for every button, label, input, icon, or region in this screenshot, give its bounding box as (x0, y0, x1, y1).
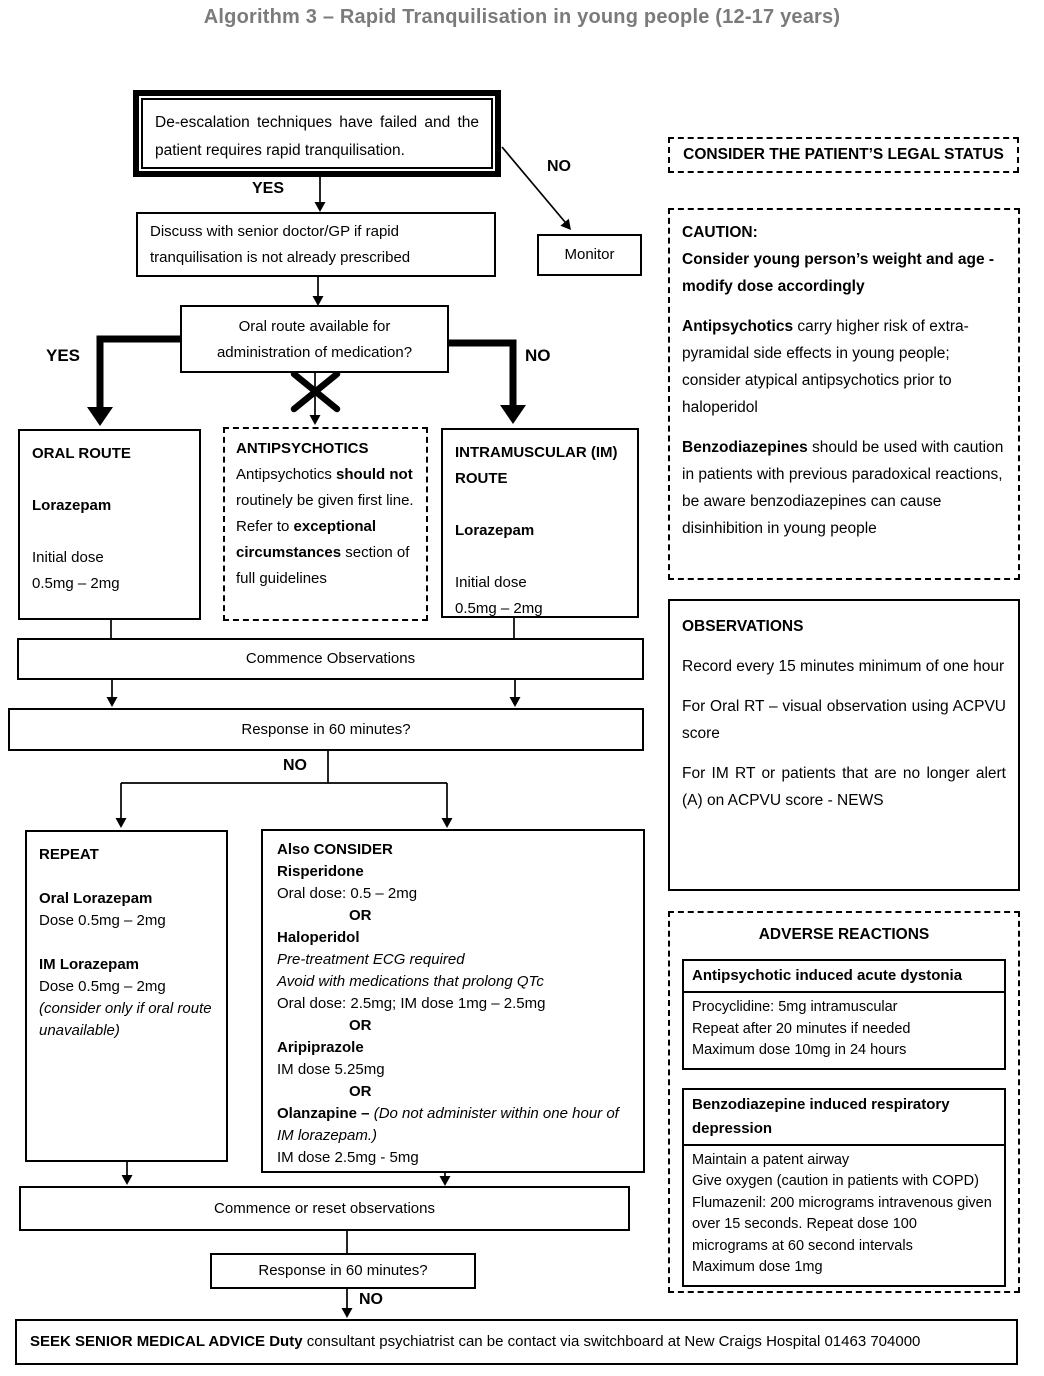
node-decision-oral-route: Oral route available for administration of medication? (180, 305, 449, 373)
node-deescalation-failed: De-escalation techniques have failed and the patient requires rapid tranquilisation. (133, 90, 501, 177)
panel-caution: CAUTION: Consider young person’s weight and age - modify dose accordingly Antipsychotics carry higher risk of extra-pyramidal side effects in young people; consider atypical antipsychotics prior to haloperidol Benzodiazepines should be used with caution in patients with previous paradoxical reactions, be aware benzodiazepines can cause disinhibition in young people (668, 208, 1020, 580)
node-commence-observations: Commence Observations (17, 638, 644, 680)
panel-legal-status: CONSIDER THE PATIENT’S LEGAL STATUS (668, 137, 1019, 173)
node-monitor: Monitor (537, 234, 642, 276)
adverse-box-dystonia-header: Antipsychotic induced acute dystonia (684, 961, 1004, 993)
adverse-box-respiratory-header: Benzodiazepine induced respiratory depression (684, 1090, 1004, 1146)
node-oral-route: ORAL ROUTE Lorazepam Initial dose 0.5mg – 2mg (18, 429, 201, 620)
page-title: Algorithm 3 – Rapid Tranquilisation in young people (12-17 years) (203, 6, 841, 28)
label-no-response2: NO (359, 1291, 383, 1308)
node-antipsychotics-warning: ANTIPSYCHOTICS Antipsychotics should not routinely be given first line. Refer to exceptional circumstances section of full guidelines (223, 427, 428, 621)
label-yes-top: YES (252, 180, 285, 197)
adverse-box-respiratory-body: Maintain a patent airway Give oxygen (caution in patients with COPD) Flumazenil: 200 micrograms intravenous given over 15 seconds. Repeat dose 100 micrograms at 60 second intervals Maximum dose 1mg (692, 1151, 992, 1275)
panel-adverse-reactions (668, 911, 1020, 1293)
node-discuss-senior-doctor: Discuss with senior doctor/GP if rapid tranquilisation is not already prescribed (136, 212, 496, 277)
node-response-60-minutes-1: Response in 60 minutes? (8, 708, 644, 751)
node-im-route: INTRAMUSCULAR (IM) ROUTE Lorazepam Initial dose 0.5mg – 2mg (441, 428, 639, 618)
panel-observations: OBSERVATIONS Record every 15 minutes minimum of one hour For Oral RT – visual observation using ACPVU score For IM RT or patients that are no longer alert (A) on ACPVU score - NEWS (668, 599, 1020, 891)
label-no-decision: NO (525, 346, 551, 365)
label-yes-decision: YES (46, 346, 81, 365)
node-response-60-minutes-2: Response in 60 minutes? (210, 1253, 476, 1289)
label-no-top: NO (547, 158, 571, 175)
thick-arrowheads (87, 405, 526, 426)
adverse-box-dystonia (682, 959, 1006, 1070)
adverse-box-dystonia-body: Procyclidine: 5mg intramuscular Repeat after 20 minutes if needed Maximum dose 10mg in 24 hours (692, 999, 911, 1058)
adverse-box-respiratory (682, 1088, 1006, 1287)
crossed-out-x-icon (294, 374, 337, 409)
node-seek-senior-medical-advice: SEEK SENIOR MEDICAL ADVICE Duty consultant psychiatrist can be contact via switchboard at New Craigs Hospital 01463 704000 (15, 1319, 1018, 1365)
node-also-consider: Also CONSIDER Risperidone Oral dose: 0.5 – 2mg OR Haloperidol Pre-treatment ECG required Avoid with medications that prolong QTc Oral dose: 2.5mg; IM dose 1mg – 2.5mg OR Aripiprazole IM dose 5.25mg OR Olanzapine – (Do not administer within one hour of IM lorazepam.) IM dose 2.5mg - 5mg (261, 829, 645, 1173)
node-commence-or-reset-observations: Commence or reset observations (19, 1186, 630, 1231)
node-repeat-doses: REPEAT Oral Lorazepam Dose 0.5mg – 2mg IM Lorazepam Dose 0.5mg – 2mg (consider only if oral route unavailable) (25, 830, 228, 1162)
adverse-reactions-title: ADVERSE REACTIONS (758, 926, 930, 943)
label-no-response1: NO (283, 757, 307, 774)
